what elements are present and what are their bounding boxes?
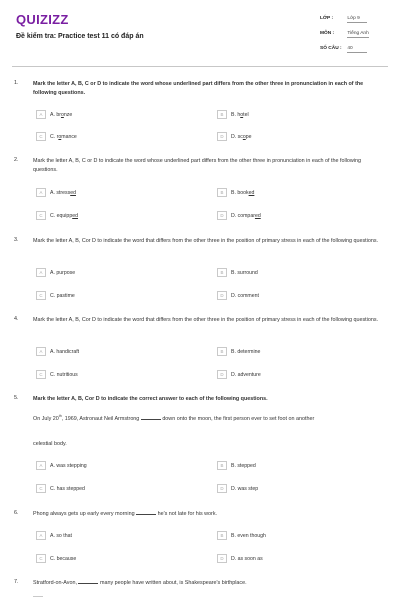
option-letter-box: A bbox=[36, 188, 46, 197]
option-letter-box: D bbox=[217, 484, 227, 493]
class-row bbox=[320, 16, 367, 23]
question-prompt: Mark the letter A, B, Cor D to indicate the word that differs from the other three in the position of primary stress in each of the following questions. bbox=[33, 317, 379, 323]
option-letter-box: A bbox=[36, 268, 46, 277]
option-c[interactable]: C C. nutritious bbox=[36, 370, 78, 378]
header-divider bbox=[12, 66, 388, 67]
option-c[interactable]: C C. has stepped bbox=[36, 484, 85, 492]
option-a[interactable]: A A. so that bbox=[36, 531, 72, 539]
question-number: 6. bbox=[14, 510, 19, 516]
option-d[interactable]: D D. compared bbox=[217, 211, 261, 219]
question-prompt: Mark the letter A, B, C or D to indicate the word whose underlined part differs from the other three in pronunciation in each of the following questions. bbox=[33, 158, 362, 173]
option-b[interactable]: B B. even though bbox=[217, 531, 266, 539]
count-value: 40 bbox=[347, 46, 367, 53]
option-a[interactable]: A A. purpose bbox=[36, 268, 75, 276]
option-a[interactable]: A A. handicraft bbox=[36, 347, 79, 355]
option-a[interactable]: A A. bronze bbox=[36, 110, 72, 118]
option-letter-box: A bbox=[36, 110, 46, 119]
question-prompt: Mark the letter A, B, C or D to indicate the word whose underlined part differs from the other three in pronunciation in each of the following questions. bbox=[33, 81, 364, 96]
worksheet-header bbox=[0, 0, 400, 65]
option-c[interactable]: C C. equipped bbox=[36, 211, 78, 219]
quizizz-logo: QUIZIZZ bbox=[16, 12, 69, 27]
question-prompt: Stratford-on-Avon, many people have written about, is Shakespeare's birthplace. bbox=[33, 580, 247, 586]
option-letter-box: C bbox=[36, 484, 46, 493]
option-c[interactable]: C C. because bbox=[36, 554, 76, 562]
question-number: 2. bbox=[14, 157, 19, 163]
class-value: Lớp 9 bbox=[347, 16, 367, 23]
count-row bbox=[320, 46, 367, 53]
option-d[interactable]: D D. comment bbox=[217, 291, 259, 299]
option-d[interactable]: D D. was step bbox=[217, 484, 258, 492]
option-letter-box: B bbox=[217, 531, 227, 540]
question-prompt: Mark the letter A, B, Cor D to indicate the word that differs from the other three in the position of primary stress in each of the following questions. bbox=[33, 238, 379, 244]
option-letter-box: C bbox=[36, 291, 46, 300]
option-a[interactable]: A A. was stepping bbox=[36, 461, 87, 469]
answer-blank bbox=[78, 583, 98, 584]
question-prompt: Phong always gets up early every morning he's not late for his work. bbox=[33, 511, 218, 517]
option-b[interactable]: B B. determine bbox=[217, 347, 260, 355]
option-c[interactable]: C C. pastime bbox=[36, 291, 75, 299]
option-d[interactable]: D D. scope bbox=[217, 132, 252, 140]
option-letter-box: D bbox=[217, 554, 227, 563]
class-label: LỚP : bbox=[320, 16, 334, 21]
option-b[interactable]: B B. surround bbox=[217, 268, 258, 276]
option-b[interactable]: B B. stepped bbox=[217, 461, 256, 469]
subject-value: Tiếng Anh bbox=[347, 31, 369, 36]
question-number: 5. bbox=[14, 395, 19, 401]
count-label: SỐ CÂU : bbox=[320, 46, 342, 51]
question-prompt: Mark the letter A, B, Cor D to indicate the correct answer to each of the following questions. bbox=[33, 396, 268, 402]
option-letter-box: B bbox=[217, 461, 227, 470]
option-d[interactable]: D D. adventure bbox=[217, 370, 261, 378]
option-letter-box: D bbox=[217, 132, 227, 141]
subject-label: MÔN : bbox=[320, 31, 335, 36]
subject-row bbox=[320, 31, 369, 38]
question-number: 4. bbox=[14, 316, 19, 322]
answer-blank bbox=[136, 514, 156, 515]
question-number: 7. bbox=[14, 579, 19, 585]
option-d[interactable]: D D. as soon as bbox=[217, 554, 263, 562]
option-letter-box: D bbox=[217, 370, 227, 379]
option-b[interactable]: B B. hotel bbox=[217, 110, 249, 118]
question-stem-end: celestial body. bbox=[33, 441, 67, 447]
option-letter-box: A bbox=[36, 461, 46, 470]
question-number: 3. bbox=[14, 237, 19, 243]
option-letter-box: B bbox=[217, 347, 227, 356]
question-stem: On July 20th, 1969, Astronaut Neil Armstrong down onto the moon, the first person ever to set foot on another bbox=[33, 414, 315, 422]
option-letter-box: A bbox=[36, 347, 46, 356]
option-letter-box: D bbox=[217, 291, 227, 300]
option-letter-box: B bbox=[217, 268, 227, 277]
option-a[interactable]: A A. stressed bbox=[36, 188, 76, 196]
option-letter-box: C bbox=[36, 132, 46, 141]
question-number: 1. bbox=[14, 80, 19, 86]
option-letter-box: B bbox=[217, 110, 227, 119]
option-b[interactable]: B B. booked bbox=[217, 188, 254, 196]
option-letter-box: C bbox=[36, 554, 46, 563]
option-letter-box: C bbox=[36, 370, 46, 379]
option-c[interactable]: C C. romance bbox=[36, 132, 77, 140]
option-letter-box: A bbox=[36, 531, 46, 540]
answer-blank bbox=[141, 419, 161, 420]
option-letter-box: D bbox=[217, 211, 227, 220]
option-letter-box: B bbox=[217, 188, 227, 197]
page-title: Đề kiểm tra: Practice test 11 có đáp án bbox=[16, 33, 144, 40]
option-letter-box: C bbox=[36, 211, 46, 220]
cut-off-option-box bbox=[33, 596, 43, 601]
